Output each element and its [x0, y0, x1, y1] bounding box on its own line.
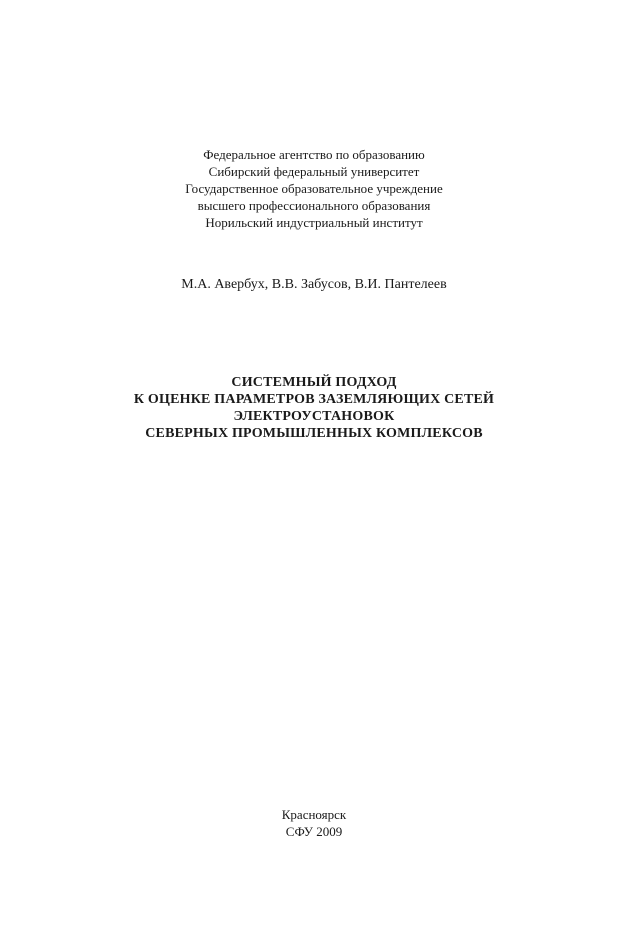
- authors: М.А. Авербух, В.В. Забусов, В.И. Пантелеев: [181, 277, 447, 292]
- institution-line: Федеральное агентство по образованию: [203, 147, 425, 162]
- title-line: СИСТЕМНЫЙ ПОДХОД: [231, 375, 397, 390]
- imprint: [0, 806, 628, 840]
- title-line: К ОЦЕНКЕ ПАРАМЕТРОВ ЗАЗЕМЛЯЮЩИХ СЕТЕЙ: [133, 392, 495, 407]
- institution-line: Сибирский федеральный университет: [208, 164, 420, 179]
- imprint-publisher-year: СФУ 2009: [285, 824, 343, 839]
- institution-line: Норильский индустриальный институт: [205, 215, 423, 230]
- book-title: [0, 374, 628, 442]
- institution-block: [0, 146, 628, 231]
- title-line: ЭЛЕКТРОУСТАНОВОК: [233, 409, 395, 424]
- title-line: СЕВЕРНЫХ ПРОМЫШЛЕННЫХ КОМПЛЕКСОВ: [145, 426, 483, 441]
- institution-line: высшего профессионального образования: [197, 198, 431, 213]
- imprint-city: Красноярск: [281, 807, 347, 822]
- institution-line: Государственное образовательное учреждение: [185, 181, 443, 196]
